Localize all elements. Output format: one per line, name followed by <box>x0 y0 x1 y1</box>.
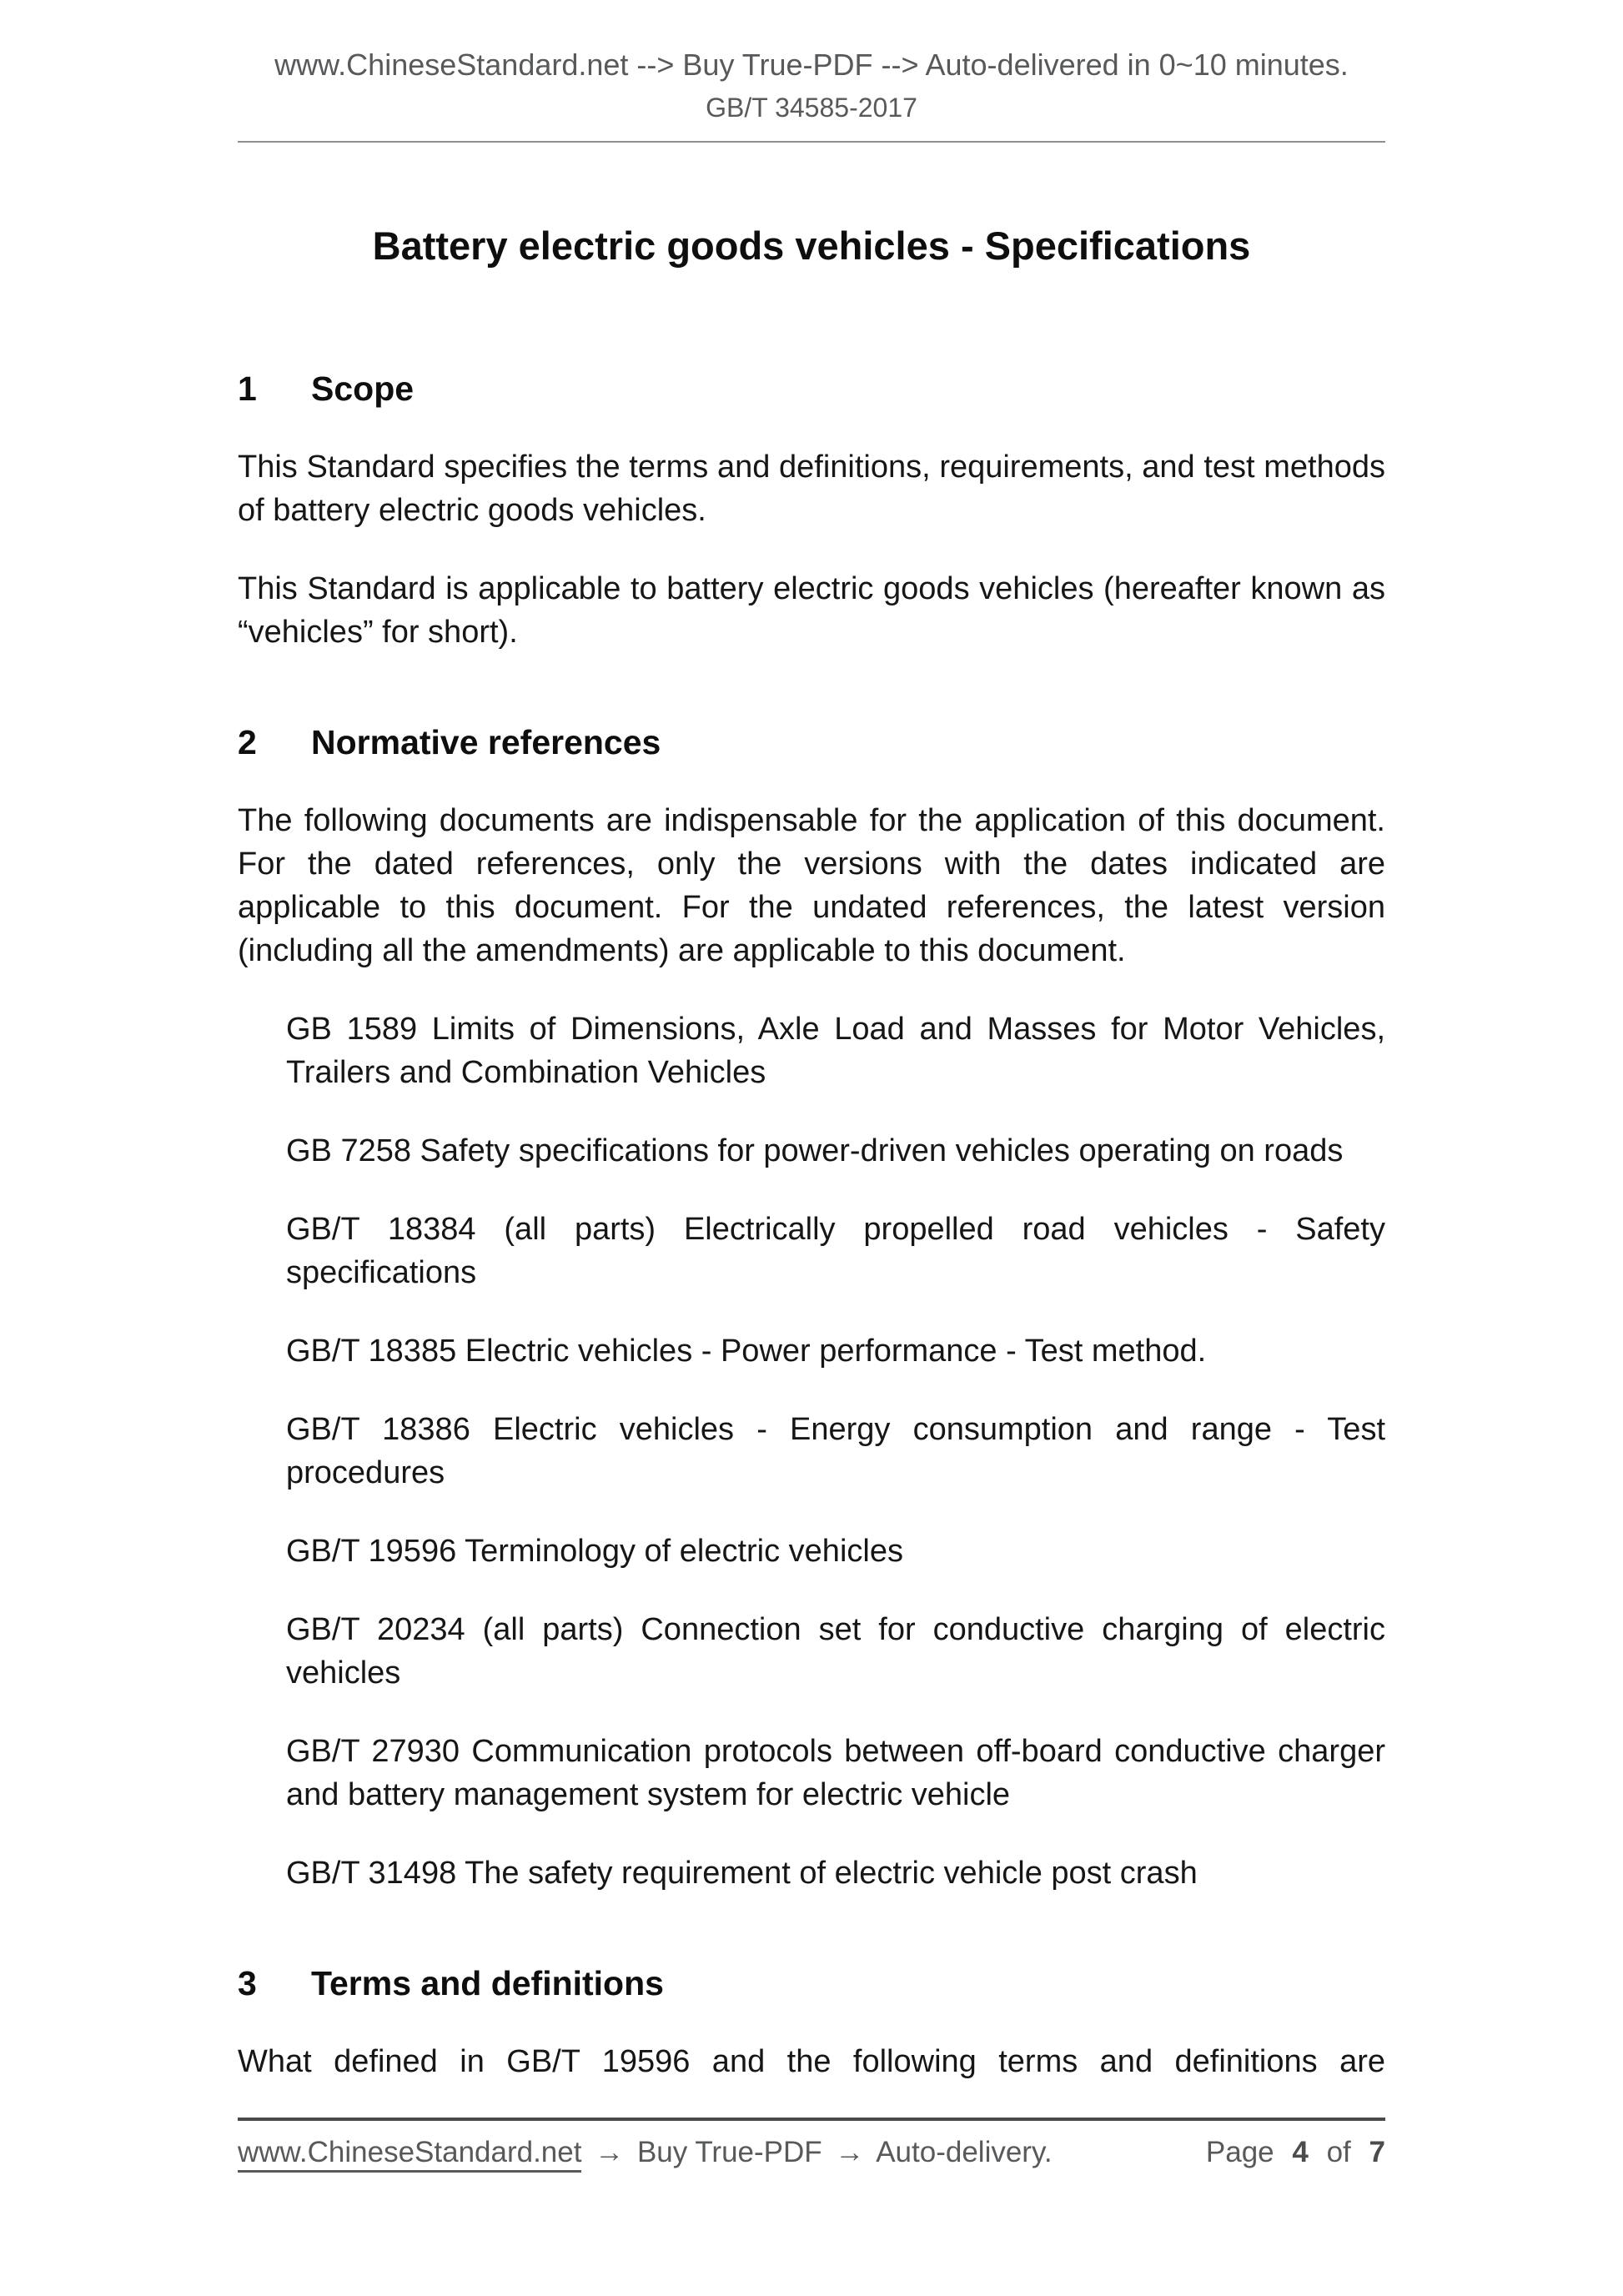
reference-item: GB 7258 Safety specifications for power-driven vehicles operating on roads <box>286 1133 1344 1168</box>
section-heading-label: Terms and definitions <box>311 1964 664 2002</box>
footer-site-link[interactable]: www.ChineseStandard.net <box>238 2136 581 2173</box>
of-word: of <box>1326 2136 1351 2168</box>
paragraph: This Standard specifies the terms and definitions, requirements, and test methods of battery electric goods vehicles. <box>238 450 1385 528</box>
page-header-line: www.ChineseStandard.net --> Buy True-PDF --> Auto-delivered in 0~10 minutes. <box>274 48 1349 82</box>
reference-item: GB/T 31498 The safety requirement of electric vehicle post crash <box>286 1856 1198 1891</box>
section-heading-terms-and-definitions <box>238 1962 1385 2005</box>
reference-item: GB/T 19596 Terminology of electric vehicles <box>286 1534 903 1569</box>
section-number: 3 <box>238 1964 257 2002</box>
current-page-number: 4 <box>1292 2136 1309 2168</box>
footer-buy-label: Buy True-PDF <box>636 2136 822 2168</box>
page-footer <box>238 2118 1385 2171</box>
section-heading-label: Scope <box>311 369 415 408</box>
page-word: Page <box>1205 2136 1274 2168</box>
section-heading-scope <box>238 367 1385 410</box>
reference-item: GB/T 20234 (all parts) Connection set for conductive charging of electric vehicles <box>286 1612 1385 1691</box>
section-heading-label: Normative references <box>311 723 661 761</box>
section-heading-normative-references <box>238 721 1385 764</box>
right-arrow-icon: → <box>835 2136 865 2168</box>
paragraph: This Standard is applicable to battery electric goods vehicles (hereafter known as “vehicles” for short). <box>238 571 1385 650</box>
header-rule <box>238 141 1385 143</box>
footer-page-indicator <box>1206 2134 1385 2171</box>
reference-item: GB/T 18384 (all parts) Electrically propelled road vehicles - Safety specifications <box>286 1212 1385 1290</box>
reference-item: GB 1589 Limits of Dimensions, Axle Load and Masses for Motor Vehicles, Trailers and Combination Vehicles <box>286 1012 1385 1090</box>
footer-row <box>238 2134 1385 2171</box>
footer-rule <box>238 2118 1385 2121</box>
paragraph: The following documents are indispensable for the application of this document. For the dated references, only the versions with the dates indicated are applicable to this document. For the undated references, the latest version (including all the amendments) are applicable to this document. <box>238 803 1385 968</box>
paragraph: What defined in GB/T 19596 and the following terms and definitions are <box>238 2044 1385 2079</box>
section-number: 1 <box>238 369 257 408</box>
reference-item: GB/T 18385 Electric vehicles - Power performance - Test method. <box>286 1334 1207 1369</box>
reference-item: GB/T 18386 Electric vehicles - Energy consumption and range - Test procedures <box>286 1412 1385 1490</box>
section-number: 2 <box>238 723 257 761</box>
footer-left <box>238 2134 1053 2171</box>
reference-item: GB/T 27930 Communication protocols between off-board conductive charger and battery management system for electric vehicle <box>286 1734 1385 1812</box>
right-arrow-icon: → <box>595 2136 625 2168</box>
total-page-number: 7 <box>1369 2136 1385 2168</box>
standard-number-header: GB/T 34585-2017 <box>706 93 917 123</box>
document-title: Battery electric goods vehicles - Specifications <box>372 224 1251 268</box>
footer-delivery-label: Auto-delivery. <box>876 2136 1053 2168</box>
